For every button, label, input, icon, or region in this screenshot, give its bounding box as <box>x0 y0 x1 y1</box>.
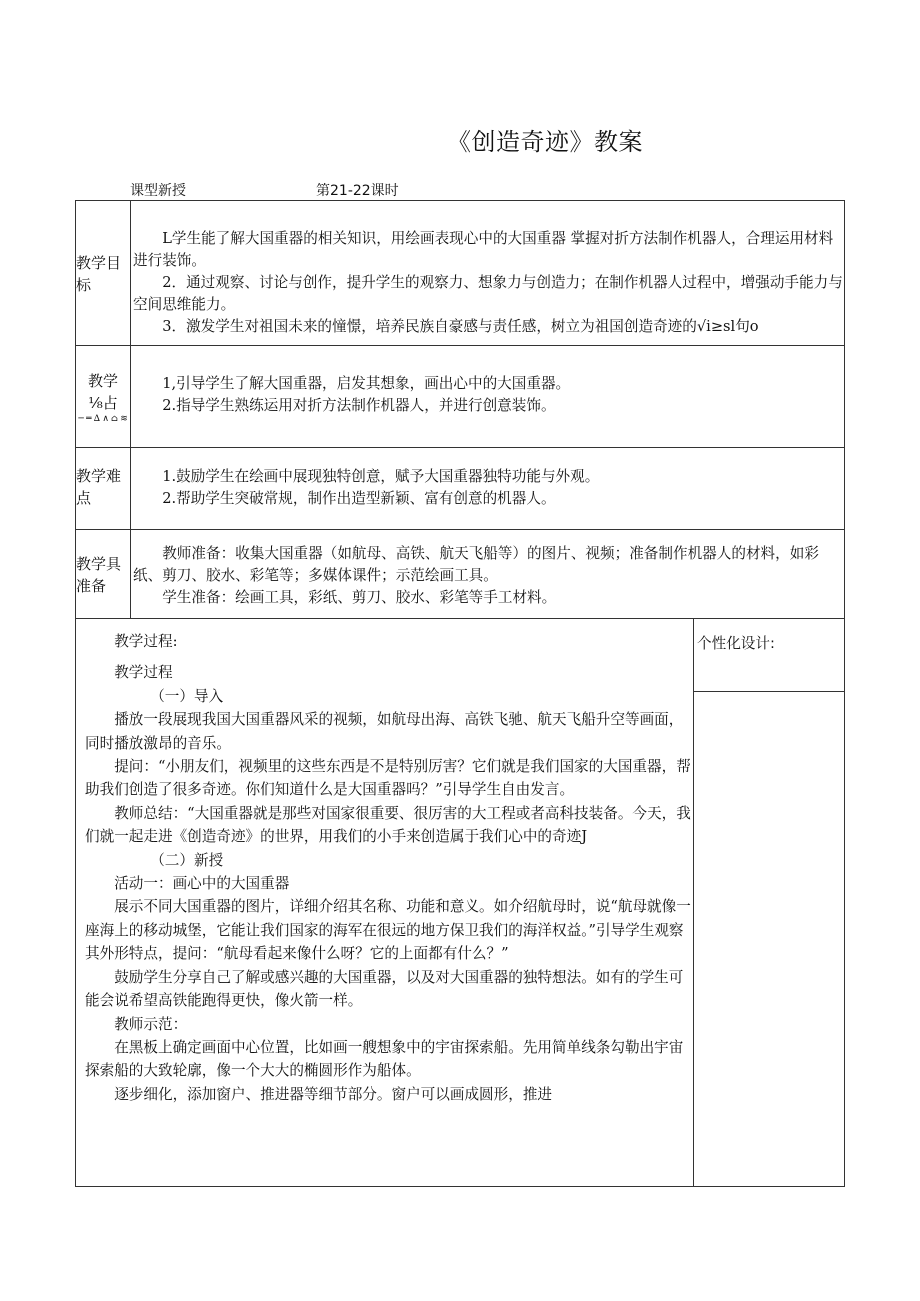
preparation-item: 教师准备：收集大国重器（如航母、高铁、航天飞船等）的图片、视频；准备制作机器人的材料，如彩纸、剪刀、胶水、彩笔等；多媒体课件；示范绘画工具。 <box>133 545 819 584</box>
difficulty-item: 1.鼓励学生在绘画中展现独特创意，赋予大国重器独特功能与外观。 <box>162 468 600 485</box>
process-paragraph: 教师总结：“大国重器就是那些对国家很重要、很厉害的大工程或者高科技装备。今天，我们就一起走进《创造奇迹》的世界，用我们的小手来创造属于我们心中的奇迹J <box>85 804 691 846</box>
side-divider <box>693 691 845 692</box>
difficulties-content <box>133 466 843 510</box>
personalized-design-label: 个性化设计: <box>697 635 775 652</box>
row-divider <box>75 529 845 530</box>
activity-heading: 活动一：画心中的大国重器 <box>114 875 290 893</box>
objectives-label: 教学目标 <box>76 254 122 294</box>
process-paragraph: 提问：“小朋友们，视频里的这些东西是不是特别厉害？它们就是我们国家的大国重器，帮助我们创造了很多奇迹。你们知道什么是大国重器吗？”引导学生自由发言。 <box>85 758 691 799</box>
section-intro-heading: （一）导入 <box>150 687 224 705</box>
lesson-period: 第21-22课时 <box>316 183 399 199</box>
preparation-content <box>133 543 843 609</box>
key-points-content <box>133 373 843 417</box>
key-point-item: 2.指导学生熟练运用对折方法制作机器人，并进行创意装饰。 <box>162 397 556 414</box>
row-divider <box>75 447 845 448</box>
side-column-divider <box>693 618 694 1187</box>
key-points-label <box>76 370 130 424</box>
section-new-heading: （二）新授 <box>150 851 224 869</box>
difficulties-label: 教学难点 <box>76 467 122 507</box>
key-points-label-mid: ⅛占 <box>88 394 118 412</box>
process-subheading: 教学过程 <box>114 664 173 682</box>
process-paragraph: 播放一段展现我国大国重器风采的视频，如航母出海、高铁飞驰、航天飞船升空等画面，同时播放激昂的音乐。 <box>85 711 684 752</box>
process-paragraph: 鼓励学生分享自己了解或感兴趣的大国重器，以及对大国重器的独特想法。如有的学生可能会说希望高铁能跑得更快，像火箭一样。 <box>85 968 684 1010</box>
objective-item: 3．激发学生对祖国未来的憧憬，培养民族自豪感与责任感，树立为祖国创造奇迹的√i≥sl句o <box>162 318 759 335</box>
objectives-content <box>133 228 843 338</box>
row-divider <box>75 345 845 346</box>
process-paragraph: 展示不同大国重器的图片，详细介绍其名称、功能和意义。如介绍航母时，说“航母就像一座海上的移动城堡，它能让我们国家的海军在很远的地方保卫我们的海洋权益。”引导学生观察其外形特点，提问：“航母看起来像什么呀？它的上面都有什么？” <box>85 898 691 963</box>
process-paragraph: 逐步细化，添加窗户、推进器等细节部分。窗户可以画成圆形，推进 <box>114 1085 553 1103</box>
label-column-divider <box>130 200 131 618</box>
objective-item: L学生能了解大国重器的相关知识，用绘画表现心中的大国重器 掌握对折方法制作机器人，合理运用材料进行装饰。 <box>133 230 834 269</box>
key-points-label-small: ─ ═ ∆ ∧ ⌂ ≋ <box>78 414 128 424</box>
difficulty-item: 2.帮助学生突破常规，制作出造型新颖、富有创意的机器人。 <box>162 490 556 507</box>
page-title: 《创造奇迹》教案 <box>447 128 643 156</box>
process-paragraph: 在黑板上确定画面中心位置，比如画一艘想象中的宇宙探索船。先用简单线条勾勒出宇宙探索船的大致轮廓，像一个大大的椭圆形作为船体。 <box>85 1038 684 1080</box>
row-divider <box>75 618 845 619</box>
lesson-type: 课型新授 <box>130 183 186 199</box>
process-heading: 教学过程: <box>114 633 178 650</box>
demo-heading: 教师示范： <box>114 1015 188 1033</box>
key-points-label-top: 教学 <box>87 372 118 390</box>
objective-item: 2．通过观察、讨论与创作，提升学生的观察力、想象力与创造力；在制作机器人过程中，增强动手能力与空间思维能力。 <box>133 274 843 313</box>
teaching-process <box>85 630 693 1106</box>
preparation-label: 教学具准备 <box>76 555 122 595</box>
key-point-item: 1,引导学生了解大国重器，启发其想象，画出心中的大国重器。 <box>162 375 571 392</box>
preparation-item: 学生准备：绘画工具，彩纸、剪刀、胶水、彩笔等手工材料。 <box>162 589 557 606</box>
